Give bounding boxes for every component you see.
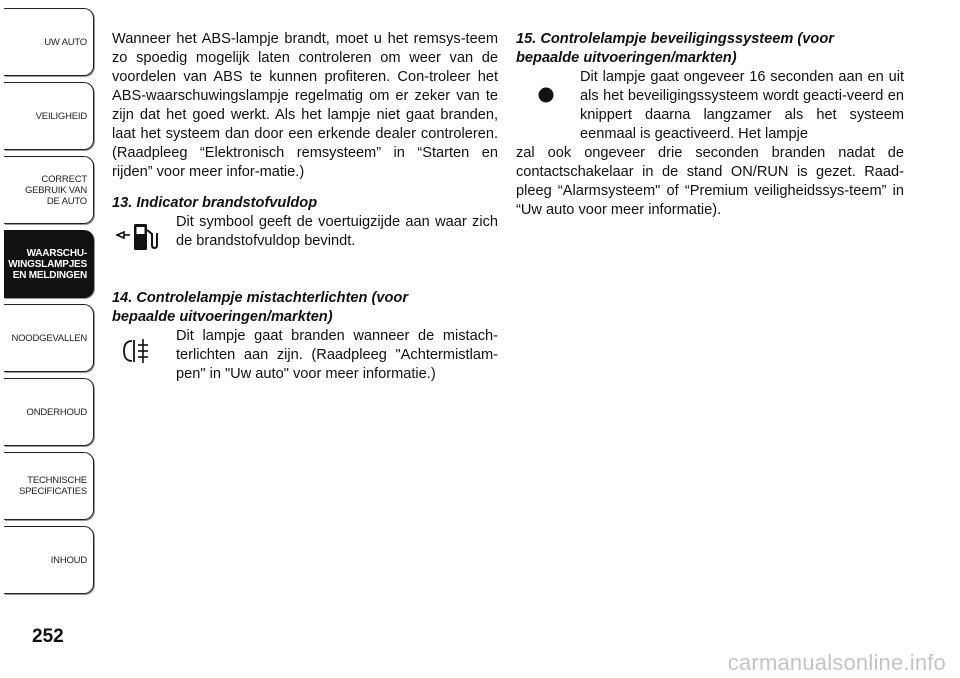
sidebar — [0, 0, 100, 640]
item-14 — [112, 289, 498, 384]
item-14-heading-line1: 14. Controlelampje mistachterlichten (voor — [112, 290, 409, 306]
watermark: carmanualsonline.info — [727, 650, 946, 675]
tab-veiligheid[interactable]: VEILIGHEID — [4, 82, 94, 150]
item-15-text-full: zal ook ongeveer drie seconden branden nadat de contactschakelaar in de stand ON/RUN is gezet. Raad-pleeg “Alarmsysteem" of “Premium veiligheidssys-teem” in “Uw auto voor meer informatie). — [516, 145, 904, 218]
page-number: 252 — [32, 626, 64, 647]
tab-correct-gebruik[interactable]: CORRECT GEBRUIK VAN DE AUTO — [4, 156, 94, 224]
tab-inhoud[interactable]: INHOUD — [4, 526, 94, 594]
item-15 — [516, 30, 904, 220]
tab-onderhoud[interactable]: ONDERHOUD — [4, 378, 94, 446]
item-14-heading-line2: bepaalde uitvoeringen/markten) — [112, 309, 333, 325]
item-15-heading-line1: 15. Controlelampje beveiligingssysteem (voor — [516, 31, 834, 47]
item-13 — [112, 194, 498, 251]
fuel-pump-icon — [116, 220, 164, 256]
item-13-heading: 13. Indicator brandstofvuldop — [112, 195, 318, 211]
item-14-text: Dit lampje gaat branden wanneer de mistach-terlichten aan zijn. (Raadpleeg "Achtermistlam-pen" in "Uw auto" voor meer informatie.) — [176, 328, 498, 382]
tab-uw-auto[interactable]: UW AUTO — [4, 8, 94, 76]
abs-paragraph: Wanneer het ABS-lampje brandt, moet u het remsys-teem zo spoedig mogelijk laten controleren om weer van de voordelen van ABS te kunnen profiteren. Con-troleer het ABS-waarschuwingslampje regelmatig om er zeker van te zijn dat het goed werkt. Als het lampje niet gaat branden, laat het systeem dan door een erkende dealer controleren. (Raadpleeg “Elektronisch remsysteem” in “Starten en rijden” voor meer infor-matie.) — [112, 31, 498, 180]
rear-fog-light-icon — [116, 335, 164, 371]
item-13-text: Dit symbool geeft de voertuigzijde aan waar zich de brandstofvuldop bevindt. — [176, 214, 498, 249]
tab-noodgevallen[interactable]: NOODGEVALLEN — [4, 304, 94, 372]
security-indicator-icon — [520, 78, 568, 114]
right-column — [516, 30, 904, 220]
tab-technische-specificaties[interactable]: TECHNISCHE SPECIFICATIES — [4, 452, 94, 520]
left-column — [112, 30, 498, 384]
item-15-text-indented: Dit lampje gaat ongeveer 16 seconden aan en uit als het beveiligingssysteem wordt geacti-veerd en knippert daarna langzamer als het systeem eenmaal is geactiveerd. Het lampje — [580, 69, 904, 142]
tab-waarschuwingslampjes[interactable]: WAARSCHU- WINGSLAMPJES EN MELDINGEN — [4, 230, 94, 298]
item-15-heading-line2: bepaalde uitvoeringen/markten) — [516, 50, 737, 66]
